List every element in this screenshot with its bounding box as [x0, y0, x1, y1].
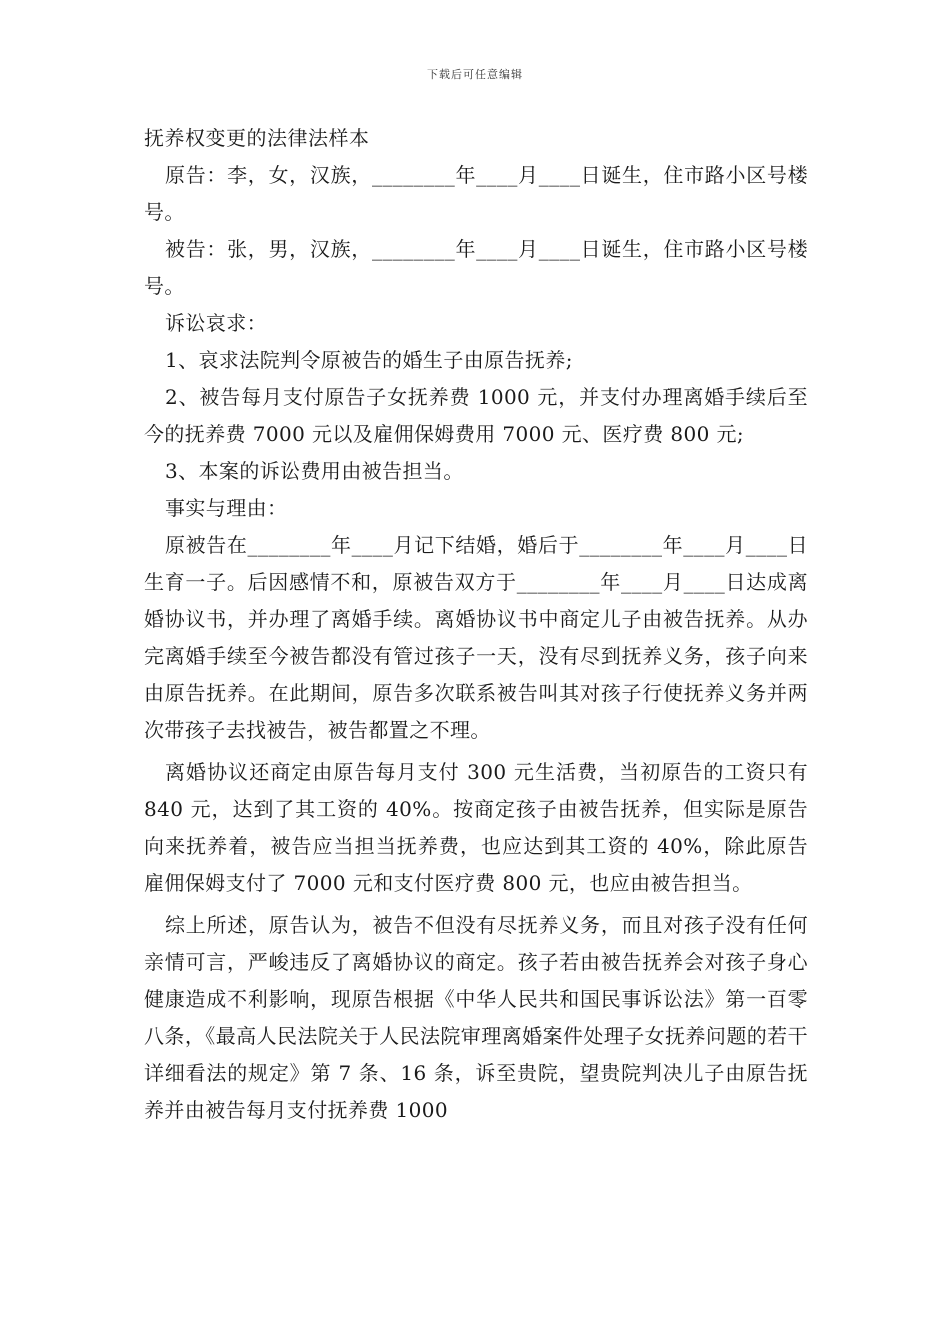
- facts-paragraph-3: 综上所述，原告认为，被告不但没有尽抚养义务，而且对孩子没有任何亲情可言，严峻违反了离婚协议的商定。孩子若由被告抚养会对孩子身心健康造成不利影响，现原告根据《中华人民共和国民事诉讼法》第一百零八条，《最高人民法院关于人民法院审理离婚案件处理子女抚养问题的若干详细看法的规定》第 7 条、16 条，诉至贵院，望贵院判决儿子由原告抚养并由被告每月支付抚养费 1000: [144, 913, 808, 1122]
- facts-paragraph-2: 离婚协议还商定由原告每月支付 300 元生活费，当初原告的工资只有 840 元，达到了其工资的 40%。按商定孩子由被告抚养，但实际是原告向来抚养着，被告应当担当抚养费，也应达到其工资的 40%，除此原告雇佣保姆支付了 7000 元和支付医疗费 800 元，也应由被告担当。: [144, 760, 808, 895]
- claim-item-3: 3、本案的诉讼费用由被告担当。: [165, 459, 464, 483]
- header-note: 下载后可任意编辑: [427, 68, 523, 81]
- plaintiff-paragraph: 原告：李，女，汉族，________年____月____日诞生，住市路小区号楼号。: [144, 163, 808, 224]
- claim-item-2: 2、被告每月支付原告子女抚养费 1000 元，并支付办理离婚手续后至今的抚养费 7000 元以及雇佣保姆费用 7000 元、医疗费 800 元;: [144, 385, 808, 446]
- claim-item-1: 1、哀求法院判令原被告的婚生子由原告抚养;: [165, 348, 573, 372]
- defendant-paragraph: 被告：张，男，汉族，________年____月____日诞生，住市路小区号楼号。: [144, 237, 808, 298]
- facts-paragraph-1: 原被告在________年____月记下结婚，婚后于________年____月____日生育一子。后因感情不和，原被告双方于________年____月____日达成离婚协议书，并办理了离婚手续。离婚协议书中商定儿子由被告抚养。从办完离婚手续至今被告都没有管过孩子一天，没有尽到抚养义务，孩子向来由原告抚养。在此期间，原告多次联系被告叫其对孩子行使抚养义务并两次带孩子去找被告，被告都置之不理。: [144, 533, 808, 742]
- document-title: 抚养权变更的法律法样本: [144, 126, 370, 150]
- claims-heading: 诉讼哀求：: [165, 311, 267, 335]
- document-body: [144, 120, 808, 1129]
- facts-heading: 事实与理由：: [165, 496, 288, 520]
